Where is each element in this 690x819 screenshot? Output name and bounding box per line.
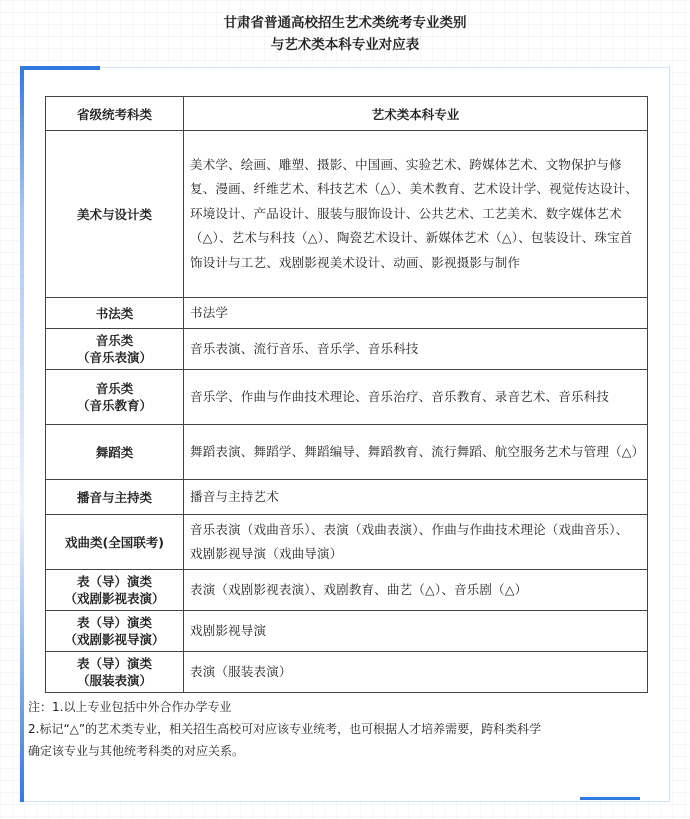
note-line-1: 注：1.以上专业包括中外合作办学专业 — [28, 700, 232, 714]
title-line-1: 甘肃省普通高校招生艺术类统考专业类别 — [223, 15, 467, 31]
category-name: 音乐类 — [95, 381, 134, 396]
category-name: 音乐类 — [95, 333, 134, 348]
majors-cell: 音乐表演（戏曲音乐）、表演（戏曲表演）、作曲与作曲技术理论（戏曲音乐）、戏剧影视导演（戏曲导演） — [184, 515, 648, 570]
table-row — [46, 515, 648, 570]
category-name: 舞蹈类 — [95, 444, 134, 460]
category-cell — [46, 652, 184, 693]
category-cell — [46, 480, 184, 515]
category-subname: （戏剧影视表演） — [64, 591, 165, 606]
category-cell — [46, 515, 184, 570]
table-row — [46, 370, 648, 425]
card-accent-bottom — [580, 797, 640, 800]
category-cell — [46, 425, 184, 480]
note-line-3: 确定该专业与其他统考科类的对应关系。 — [28, 744, 245, 758]
majors-cell: 舞蹈表演、舞蹈学、舞蹈编导、舞蹈教育、流行舞蹈、航空服务艺术与管理（△） — [184, 425, 648, 480]
category-cell — [46, 329, 184, 370]
category-cell — [46, 611, 184, 652]
category-name: 播音与主持类 — [76, 489, 152, 505]
category-name: 表（导）演类 — [76, 574, 152, 589]
header-majors: 艺术类本科专业 — [184, 97, 648, 131]
title-line-2: 与艺术类本科专业对应表 — [270, 37, 420, 53]
category-subname: （音乐教育） — [76, 398, 152, 413]
table-row — [46, 611, 648, 652]
category-cell — [46, 298, 184, 329]
table-row — [46, 652, 648, 693]
category-cell — [46, 570, 184, 611]
table-row — [46, 131, 648, 298]
majors-cell: 书法学 — [184, 298, 648, 329]
category-name: 表（导）演类 — [76, 656, 152, 671]
majors-cell: 表演（戏剧影视表演）、戏剧教育、曲艺（△）、音乐剧（△） — [184, 570, 648, 611]
category-subname: （戏剧影视导演） — [64, 632, 165, 647]
card-accent-top-line — [100, 67, 670, 68]
header-category: 省级统考科类 — [46, 97, 184, 131]
majors-cell: 表演（服装表演） — [184, 652, 648, 693]
table-row — [46, 329, 648, 370]
category-name: 美术与设计类 — [76, 206, 152, 222]
document-title — [0, 12, 690, 56]
category-cell — [46, 131, 184, 298]
category-name: 戏曲类(全国联考) — [65, 534, 164, 550]
note-line-2: 2.标记“△”的艺术类专业，相关招生高校可对应该专业统考，也可根据人才培养需要，跨科类科学 — [28, 722, 542, 736]
table-header-row — [46, 97, 648, 131]
card-accent-left — [20, 66, 24, 802]
card-accent-top — [20, 66, 100, 70]
table-row — [46, 480, 648, 515]
table-row — [46, 425, 648, 480]
notes — [28, 696, 668, 762]
category-name: 书法类 — [95, 305, 134, 321]
category-subname: （服装表演） — [76, 673, 152, 688]
table-row — [46, 298, 648, 329]
table-row — [46, 570, 648, 611]
majors-cell: 音乐表演、流行音乐、音乐学、音乐科技 — [184, 329, 648, 370]
majors-cell: 播音与主持艺术 — [184, 480, 648, 515]
majors-cell: 美术学、绘画、雕塑、摄影、中国画、实验艺术、跨媒体艺术、文物保护与修复、漫画、纤维艺术、科技艺术（△）、美术教育、艺术设计学、视觉传达设计、环境设计、产品设计、服装与服饰设计、公共艺术、工艺美术、数字媒体艺术（△）、艺术与科技（△）、陶瓷艺术设计、新媒体艺术（△）、包装设计、珠宝首饰设计与工艺、戏剧影视美术设计、动画、影视摄影与制作 — [184, 131, 648, 298]
category-subname: （音乐表演） — [76, 350, 152, 365]
majors-cell: 音乐学、作曲与作曲技术理论、音乐治疗、音乐教育、录音艺术、音乐科技 — [184, 370, 648, 425]
majors-cell: 戏剧影视导演 — [184, 611, 648, 652]
category-name: 表（导）演类 — [76, 615, 152, 630]
category-cell — [46, 370, 184, 425]
correspondence-table — [45, 96, 648, 693]
